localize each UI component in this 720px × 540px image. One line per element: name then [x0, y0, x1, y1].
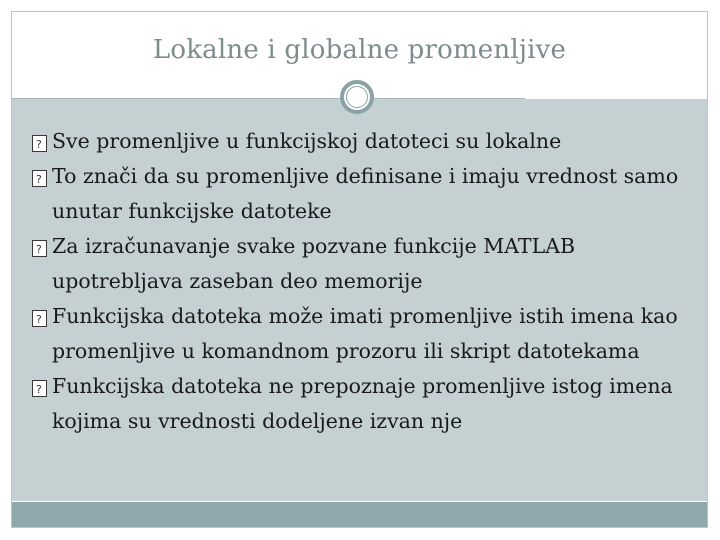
missing-glyph-icon [32, 310, 47, 327]
bullet-text: To znači da su promenljive definisane i imaju vrednost samo unutar funkcijske datoteke [52, 164, 679, 223]
bullet-item [20, 299, 690, 369]
missing-glyph-icon [32, 380, 47, 397]
bullet-item [20, 229, 690, 299]
footer-bar [12, 502, 707, 527]
bullet-text: Za izračunavanje svake pozvane funkcije MATLAB upotrebljava zaseban deo memorije [52, 234, 576, 293]
bullet-text: Funkcijska datoteka može imati promenljive istih imena kao promenljive u komandnom prozoru ili skript datotekama [52, 304, 678, 363]
bullet-text: Funkcijska datoteka ne prepoznaje promenljive istog imena kojima su vrednosti dodeljene izvan nje [52, 374, 673, 433]
bullet-item [20, 159, 690, 229]
missing-glyph-icon [32, 135, 47, 152]
circle-ornament-icon [340, 80, 374, 114]
missing-glyph-icon [32, 240, 47, 257]
missing-glyph-icon [32, 170, 47, 187]
bullet-item [20, 369, 690, 439]
bullet-list [20, 124, 690, 439]
bullet-item [20, 124, 690, 159]
bullet-text: Sve promenljive u funkcijskoj datoteci su lokalne [52, 129, 562, 153]
circle-ornament-inner [346, 86, 368, 108]
slide-title: Lokalne i globalne promenljive [152, 35, 567, 65]
